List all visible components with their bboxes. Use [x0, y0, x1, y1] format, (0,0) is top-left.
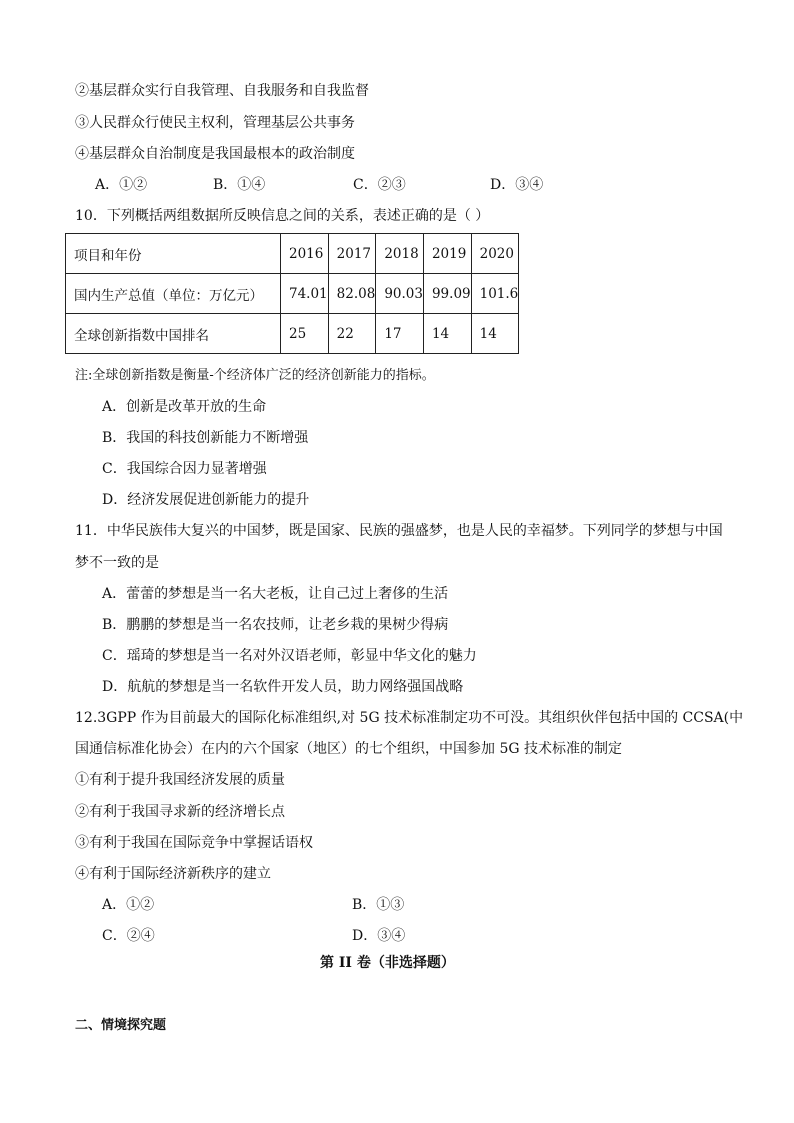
section-heading: 二、情境探究题 — [75, 1018, 167, 1033]
q11-stem-line2: 梦不一致的是 — [75, 555, 159, 571]
q12-option-d: D．③④ — [352, 928, 406, 944]
q9-option-c: C．②③ — [353, 177, 406, 193]
q11-option-b: B．鹏鹏的梦想是当一名农技师，让老乡栽的果树少得病 — [102, 617, 449, 633]
section-title: 第 II 卷（非选择题） — [320, 955, 455, 971]
table-header-cell: 2016 — [281, 234, 329, 274]
q11-option-c: C．瑶琦的梦想是当一名对外汉语老师，彰显中华文化的魅力 — [102, 648, 477, 664]
q10-option-d: D．经济发展促进创新能力的提升 — [102, 492, 310, 508]
table-cell: 101.6 — [471, 274, 519, 314]
q11-option-d: D．航航的梦想是当一名软件开发人员，助力网络强国战略 — [102, 679, 464, 695]
table-header-cell: 2019 — [423, 234, 471, 274]
q12-stem-line1: 12.3GPP 作为目前最大的国际化标准组织,对 5G 技术标准制定功不可没。其组织伙伴包括中国的 CCSA(中 — [75, 710, 744, 726]
table-cell: 74.01 — [281, 274, 329, 314]
q9-option-a: A．①② — [95, 177, 148, 193]
table-header-row — [66, 234, 519, 274]
q10-note: 注:全球创新指数是衡量-个经济体广泛的经济创新能力的指标。 — [75, 368, 435, 383]
q9-item-2: ②基层群众实行自我管理、自我服务和自我监督 — [75, 83, 369, 99]
table-cell: 90.03 — [376, 274, 424, 314]
table-cell: 82.08 — [328, 274, 376, 314]
q10-stem: 10．下列概括两组数据所反映信息之间的关系，表述正确的是（ ） — [75, 208, 490, 224]
q9-item-3: ③人民群众行使民主权利，管理基层公共事务 — [75, 115, 355, 131]
table-header-cell: 2017 — [328, 234, 376, 274]
table-cell: 14 — [471, 314, 519, 354]
q12-item-3: ③有利于我国在国际竞争中掌握话语权 — [75, 835, 313, 851]
q9-option-d: D．③④ — [490, 177, 544, 193]
q11-stem-line1: 11．中华民族伟大复兴的中国梦，既是国家、民族的强盛梦，也是人民的幸福梦。下列同学的梦想与中国 — [75, 523, 723, 539]
q9-option-b: B．①④ — [213, 177, 266, 193]
q12-option-b: B．①③ — [352, 897, 405, 913]
q11-option-a: A．蕾蕾的梦想是当一名大老板，让自己过上奢侈的生活 — [102, 586, 449, 602]
q12-option-a: A．①② — [102, 897, 155, 913]
table-cell: 全球创新指数中国排名 — [66, 314, 281, 354]
table-header-cell: 2018 — [376, 234, 424, 274]
q12-option-c: C．②④ — [102, 928, 155, 944]
table-row — [66, 274, 519, 314]
table-row — [66, 314, 519, 354]
table-cell: 国内生产总值（单位：万亿元） — [66, 274, 281, 314]
q10-data-table — [65, 233, 519, 354]
q10-option-c: C．我国综合因力显著增强 — [102, 461, 267, 477]
table-cell: 17 — [376, 314, 424, 354]
q12-item-4: ④有利于国际经济新秩序的建立 — [75, 866, 271, 882]
table-cell: 22 — [328, 314, 376, 354]
q10-option-b: B．我国的科技创新能力不断增强 — [102, 430, 309, 446]
table-header-cell: 项目和年份 — [66, 234, 281, 274]
table-header-cell: 2020 — [471, 234, 519, 274]
q12-item-2: ②有利于我国寻求新的经济增长点 — [75, 804, 285, 820]
q9-item-4: ④基层群众自治制度是我国最根本的政治制度 — [75, 146, 355, 162]
table-cell: 14 — [423, 314, 471, 354]
table-cell: 25 — [281, 314, 329, 354]
q12-item-1: ①有利于提升我国经济发展的质量 — [75, 772, 285, 788]
table-cell: 99.09 — [423, 274, 471, 314]
q10-option-a: A．创新是改革开放的生命 — [102, 399, 267, 415]
q12-stem-line2: 国通信标准化协会）在内的六个国家（地区）的七个组织，中国参加 5G 技术标准的制定 — [75, 741, 622, 757]
